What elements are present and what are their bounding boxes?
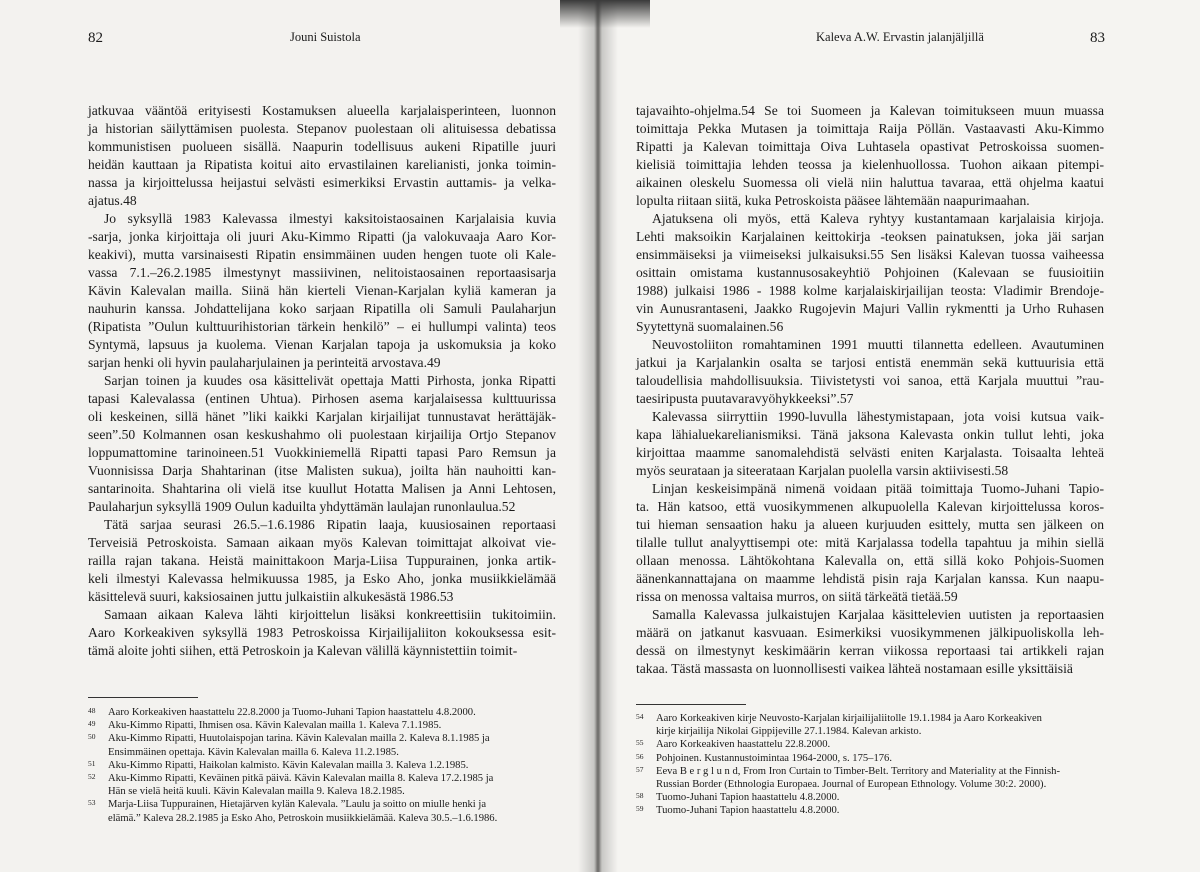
text-line: jatkuvaa vääntöä erityisesti Kostamuksen alueella karjalaisperinteen, luonnon [88, 103, 556, 118]
footnote-number: 53 [88, 798, 96, 808]
footnote [636, 752, 1112, 765]
footnote-line: Aku-Kimmo Ripatti, Huutolaispojan tarina. Kävin Kalevalan mailla 2. Kaleva 8.1.1985 ja [108, 733, 490, 745]
text-line: määrä on jatkanut kasvuaan. Esimerkiksi vuosikymmenen jälkipuoliskolla leh- [636, 625, 1104, 640]
text-line: vin Aunusrantaseni, Jaakko Rugojevin Majuri Vallin rykmentti ja Urho Ruhasen [636, 301, 1104, 316]
text-line: heidän kauttaan ja Ripatista koitui aito ervastilainen karelianisti, jonka toimin- [88, 157, 556, 172]
footnote [636, 738, 1112, 751]
paragraph [88, 210, 556, 372]
footnote-number: 51 [88, 758, 96, 768]
text-line: Kävin Kalevalan mailla. Siinä hän kierteli Vienan-Karjalan kyliä kameran ja [88, 283, 556, 298]
footnote-number: 49 [88, 719, 96, 729]
footnote-number: 52 [88, 772, 96, 782]
text-line: lopulta riitaan siitä, kuka Petroskoista pääsee lähtemään naapurimaahan. [636, 193, 1030, 208]
text-line: taesiripusta puutavaravyöhykkeeksi”.57 [636, 391, 854, 406]
text-line: äänenkannattajana on maamme lehdistä pisin raja Karjalan kanssa. Kun naapu- [636, 571, 1104, 586]
footnote-line: Aaro Korkeakiven haastattelu 22.8.2000 ja Tuomo-Juhani Tapion haastattelu 4.8.2000. [108, 707, 476, 718]
footnote-line: elämä.” Kaleva 28.2.1985 ja Esko Aho, Petroskoin musiikkielämää. Kaleva 30.5.–1.6.1986. [108, 812, 498, 824]
text-line: ta. Hän katsoo, että vuosikymmenen alkupuolella Kalevan kirjoittelussa koros- [636, 499, 1104, 514]
text-line: Paulaharjun syksyllä 1909 Oulun kaduilta yhdyttämän laulajan runonlaulua.52 [88, 499, 516, 514]
text-line: Jo syksyllä 1983 Kalevassa ilmestyi kaksitoistaosainen Karjalaisia kuvia [104, 211, 556, 226]
paragraph [88, 372, 556, 516]
footnote-line: Aku-Kimmo Ripatti, Haikolan kalmisto. Kävin Kalevalan mailla 3. Kaleva 1.2.1985. [108, 759, 469, 771]
text-line: osittain omistama kustannusosakeyhtiö Pohjoinen (Kalevaan se fuusioitiin [636, 265, 1104, 280]
text-line: keli ilmestyi Kalevassa helmikuussa 1985, ja Esko Aho, jonka musiikkielämää [88, 571, 556, 586]
paragraph [636, 102, 1104, 210]
text-line: tajavaihto-ohjelma.54 Se toi Suomeen ja Kalevan toimitukseen muun muassa [636, 103, 1104, 118]
footnote [636, 712, 1112, 738]
text-line: keakivi), mutta varsinaisesti Ripatin ensimmäinen uuden hengen tuote oli Kale- [88, 247, 556, 262]
footnote [88, 759, 558, 772]
footnote-line: Pohjoinen. Kustannustoimintaa 1964-2000, s. 175–176. [656, 752, 892, 764]
footnotes [636, 712, 1112, 818]
text-line: Lehti maksoikin Karjalainen keittokirja -teoksen painatuksen, joka jäi sarjan [636, 229, 1104, 244]
text-line: tilalle tullut analyyttisempi ote: mitä Karjalassa todella tapahtuu ja mihin siellä [636, 535, 1104, 550]
text-line: Sarjan toinen ja kuudes osa käsittelivät opettaja Matti Pirhosta, jonka Ripatti [104, 373, 556, 388]
text-line: käsittelevä suuri, kaksiosainen juttu julkaistiin alkukesästä 1986.53 [88, 589, 454, 604]
footnote-text [656, 752, 1112, 765]
footnote [88, 732, 558, 758]
paragraph [88, 606, 556, 660]
text-line: Aaro Korkeakiven syksyllä 1983 Petroskoissa Kirjailijaliiton kokouksessa esit- [88, 625, 556, 640]
footnotes [88, 706, 558, 825]
footnote-line: Ensimmäinen opettaja. Kävin Kalevalan mailla 6. Kaleva 11.2.1985. [108, 746, 399, 758]
footnote-line: Aaro Korkeakiven kirje Neuvosto-Karjalan kirjailijaliitolle 19.1.1984 ja Aaro Korkeakiven [656, 713, 1042, 724]
footnote-text [656, 804, 1112, 817]
page-number: 82 [88, 30, 103, 46]
text-line: ja historian säilyttämisen puolesta. Stepanov puolestaan oli alituisessa debatissa [88, 121, 556, 136]
text-line: tapasi Kalevalassa (entinen Uhtua). Pirhosen asema karjalaisessa kulttuurissa [88, 391, 556, 406]
text-line: Ripatti ja Kalevan toimittaja Oiva Luhtasela opastivat Petroskoissa suomen- [636, 139, 1104, 154]
footnote-text [108, 706, 558, 719]
footnote-number: 59 [636, 804, 644, 814]
paragraph [636, 606, 1104, 678]
footnote-line: Marja-Liisa Tuppurainen, Hietajärven kylän Kalevala. ”Laulu ja soitto on miulle henki ja [108, 799, 487, 811]
paragraph [88, 516, 556, 606]
left-page [0, 0, 596, 872]
footnote-line: kirje kirjailija Nikolai Gippijeville 27.1.1984. Kalevan arkisto. [656, 726, 922, 738]
text-line: santarinoita. Shahtarina oli vielä itse kuullut Hotatta Malisen ja Anni Lehtosen, [88, 481, 556, 496]
footnote-number: 48 [88, 706, 96, 715]
text-line: railla rajan takana. Heistä mainittakoon Marja-Liisa Tuppurainen, jonka artik- [88, 553, 556, 568]
text-line: jatkui ja Karjalankin osalta se tarjosi entistä enemmän sekä kuttuurisia että [636, 355, 1104, 370]
footnote-text [108, 798, 558, 824]
text-line: vassa 7.1.–26.2.1985 ilmestynyt massiivinen, nelitoistaosainen reportaasisarja [88, 265, 556, 280]
text-line: kapa lähialuekarelianismiksi. Tänä jaksona Kalevasta onkin tullut lehti, joka [636, 427, 1104, 442]
footnote [88, 719, 558, 732]
text-line: Samaan aikaan Kaleva lähti kirjoittelun lisäksi konkreettisiin tukitoimiin. [104, 607, 556, 622]
running-header: Kaleva A.W. Ervastin jalanjäljillä [816, 30, 984, 44]
footnote-text [108, 732, 558, 758]
footnote-number: 55 [636, 738, 644, 748]
text-line: Ajatuksena oli myös, että Kaleva ryhtyy kustantamaan karjalaisia kirjoja. [652, 211, 1104, 226]
footnote-text [656, 791, 1112, 804]
footnote [88, 772, 558, 798]
text-line: nassa ja kirjoittelussa heijastui selvästi esimerkiksi Ervastin auttamis- ja velka- [88, 175, 556, 190]
footnote-line: Tuomo-Juhani Tapion haastattelu 4.8.2000. [656, 792, 840, 804]
footnote-number: 54 [636, 712, 644, 721]
text-line: ollaan menossa. Lähtökohtana Kalevalla on, että sillä koko Pohjois-Suomen [636, 553, 1104, 568]
text-line: ensimmäiseksi ja viimeiseksi julkaisuksi.55 Sen lisäksi Kalevan tuossa vaiheessa [636, 247, 1104, 262]
text-line: Syytettynä suomalainen.56 [636, 319, 784, 334]
paragraph [636, 480, 1104, 606]
text-line: takaa. Tästä massasta on luonnollisesti vaikea lähteä nostamaan esille yksittäisiä [636, 661, 1073, 676]
text-line: Kalevassa siirryttiin 1990-luvulla lähestymistapaan, jota voisi kutsua vaik- [652, 409, 1104, 424]
footnote [88, 798, 558, 824]
body-text [88, 102, 556, 660]
text-line: kielisiä toimittajia lehden teossa ja kielenhuollossa. Tuohon aikaan pitempi- [636, 157, 1104, 172]
paragraph [88, 102, 556, 210]
text-line: aikainen oleskelu Suomessa oli vielä niin haluttua tavaraa, että ohjelma kaatui [636, 175, 1104, 190]
footnote-line: Eeva B e r g l u n d, From Iron Curtain to Timber-Belt. Territory and Materiality at the Finnish- [656, 765, 1060, 777]
text-line: Tätä sarjaa seurasi 26.5.–1.6.1986 Ripatin laaja, kuusiosainen reportaasi [104, 517, 556, 532]
footnote [88, 706, 558, 719]
text-line: kirjoittaa maamme sanomalehdistä selvästi eniten Karjalasta. Toisaalta lehteä [636, 445, 1104, 460]
footnote-rule [636, 704, 746, 705]
footnote-line: Hän se vielä heitä kuuli. Kävin Kalevalan mailla 9. Kaleva 18.2.1985. [108, 786, 405, 798]
text-line: tui hieman sensaation haku ja alueen kurjuuden esittely, mutta sen jälkeen on [636, 517, 1104, 532]
body-text [636, 102, 1104, 678]
text-line: nauhurin kanssa. Johdattelijana koko sarjaan Ripatilla oli Samuli Paulaharjun [88, 301, 556, 316]
text-line: 1988) julkaisi 1986 - 1988 kolme karjalaiskirjailijan teosta: Vladimir Brendoje- [636, 283, 1104, 298]
text-line: myös seurataan ja siteerataan Karjalan puolella varsin aktiivisesti.58 [636, 463, 1009, 478]
footnote-text [656, 765, 1112, 791]
footnote-line: Aku-Kimmo Ripatti, Ihmisen osa. Kävin Kalevalan mailla 1. Kaleva 7.1.1985. [108, 720, 442, 732]
text-line: dessä on ilmestynyt keskimäärin kerran viikossa reportaasi tai artikkeli rajan [636, 643, 1104, 658]
text-line: Syntymä, lapsuus ja kuolema. Vienan Karjalan tapoja ja uskomuksia ja koko [88, 337, 556, 352]
text-line: loppumattomine tarinoineen.51 Vuokkiniemellä Ripatti tapasi Paro Remsun ja [88, 445, 556, 460]
right-page [600, 0, 1200, 872]
footnote-number: 58 [636, 791, 644, 801]
footnote-number: 56 [636, 751, 644, 761]
footnote-line: Russian Border (Ethnologia Europaea. Journal of European Ethnology. Volume 30:2. 2000). [656, 779, 1047, 791]
text-line: Neuvostoliiton romahtaminen 1991 muutti tilannetta edelleen. Avautuminen [652, 337, 1104, 352]
text-line: -sarja, jonka kirjoittaja oli juuri Aku-Kimmo Ripatti (ja valokuvaaja Aaro Kor- [88, 229, 556, 244]
text-line: Vuonnisissa Darja Shahtarinan (itse Malisten sukua), joilta hän nauhoitti kan- [88, 463, 556, 478]
text-line: seen”.50 Kolmannen osan keskushahmo oli puolestaan kirjailija Ortjo Stepanov [88, 427, 556, 442]
text-line: toimittaja Pekka Mutasen ja toimittaja Raija Pöllän. Vastaavasti Aku-Kimmo [636, 121, 1104, 136]
footnote-text [108, 759, 558, 772]
text-line: tämä aloite johti siihen, että Petroskoin ja Kalevan välillä käynnistettiin toimit- [88, 643, 518, 658]
text-line: Linjan keskeisimpänä nimenä voidaan pitää toimittaja Tuomo-Juhani Tapio- [652, 481, 1104, 496]
footnote-line: Tuomo-Juhani Tapion haastattelu 4.8.2000. [656, 805, 840, 817]
footnote-number: 50 [88, 732, 96, 742]
running-header: Jouni Suistola [290, 30, 361, 44]
page-number: 83 [1090, 30, 1105, 46]
paragraph [636, 336, 1104, 408]
footnote [636, 791, 1112, 804]
footnote-text [656, 712, 1112, 738]
text-line: ajatus.48 [88, 193, 137, 208]
text-line: rissa on menossa valtaisa murros, on siitä tärkeätä tietää.59 [636, 589, 958, 604]
text-line: oli keskeinen, sillä hänet ”liki kaikki Karjalan kirjailijat tunnustavat herättäjäk- [88, 409, 556, 424]
footnote-number: 57 [636, 764, 644, 774]
paragraph [636, 408, 1104, 480]
paragraph [636, 210, 1104, 336]
text-line: kommunistisen puolueen sisällä. Naapurin todellisuus aukeni Ripatille juuri [88, 139, 556, 154]
text-line: Samalla Kalevassa julkaistujen Karjalaa käsittelevien uutisten ja reportaasien [652, 607, 1104, 622]
footnote [636, 804, 1112, 817]
footnote-line: Aku-Kimmo Ripatti, Keväinen pitkä päivä. Kävin Kalevalan mailla 8. Kaleva 17.2.1985 ja [108, 773, 494, 785]
footnote-text [108, 719, 558, 732]
footnote [636, 765, 1112, 791]
text-line: sarjan henki oli hyvin paulaharjulainen ja perinteitä arvostava.49 [88, 355, 441, 370]
text-line: Terveisiä Petroskoista. Samaan aikaan myös Kalevan toimittajat alkoivat vie- [88, 535, 556, 550]
footnote-rule [88, 697, 198, 698]
footnote-text [108, 772, 558, 798]
text-line: (Ripatista ”Oulun kulttuurihistorian tärkein henkilö” – ei hullumpi valinta) teos [88, 319, 556, 334]
text-line: taloudellisia mahdollisuuksia. Tiivistetysti voi sanoa, että Karjala muuttui ”rau- [636, 373, 1104, 388]
footnote-line: Aaro Korkeakiven haastattelu 22.8.2000. [656, 739, 831, 751]
footnote-text [656, 738, 1112, 751]
